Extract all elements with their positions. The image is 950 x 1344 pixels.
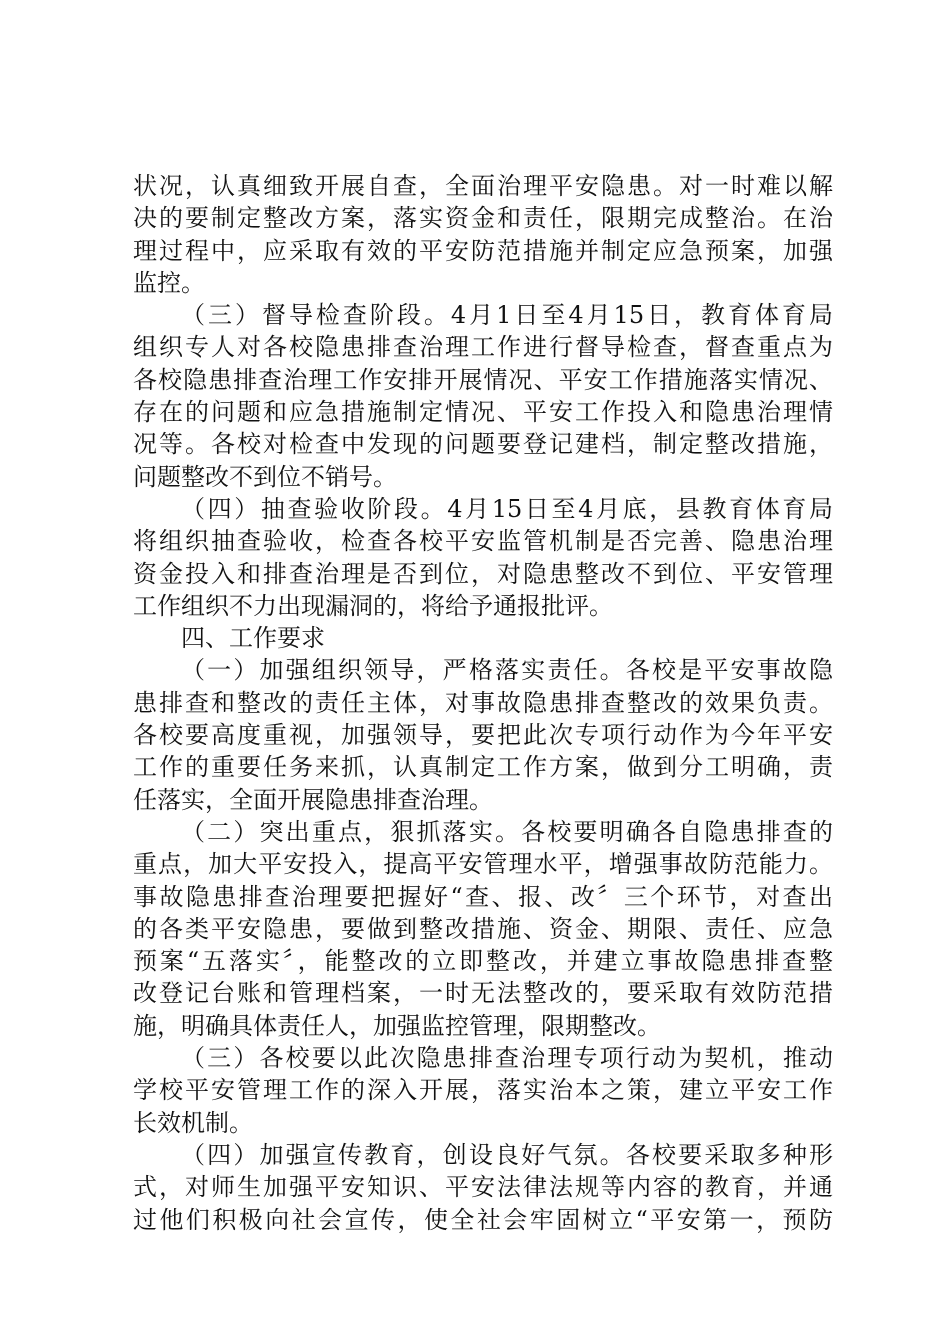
text-line: 工作组织不力出现漏洞的，将给予通报批评。	[133, 591, 613, 620]
text-line: 监控。	[133, 268, 205, 297]
text-line: 理过程中，应采取有效的平安防范措施并制定应急预案，加强	[133, 236, 833, 265]
paragraph-start-line: （二）突出重点，狠抓落实。各校要明确各自隐患排查的	[181, 817, 833, 846]
paragraph-start-line: （四）抽查验收阶段。4月15日至4月底，县教育体育局	[181, 494, 833, 523]
text-line: 状况，认真细致开展自查，全面治理平安隐患。对一时难以解	[133, 172, 833, 200]
text-line: 预案“五落实〞，能整改的立即整改，并建立事故隐患排查整	[133, 947, 833, 976]
text-line: 改登记台账和管理档案，一时无法整改的，要采取有效防范措	[133, 979, 833, 1008]
text-line: 决的要制定整改方案，落实资金和责任，限期完成整治。在治	[133, 204, 833, 233]
paragraph-start-line: （三）督导检查阶段。4月1日至4月15日，教育体育局	[181, 301, 833, 330]
text-line: 患排查和整改的责任主体，对事故隐患排查整改的效果负责。	[133, 688, 833, 717]
text-line: 重点，加大平安投入，提高平安管理水平，增强事故防范能力。	[133, 850, 833, 879]
section-heading: 四、工作要求	[181, 624, 325, 653]
text-line: 长效机制。	[133, 1108, 253, 1137]
paragraph-start-line: （四）加强宣传教育，创设良好气氛。各校要采取多种形	[181, 1140, 833, 1169]
text-line: 况等。各校对检查中发现的问题要登记建档，制定整改措施，	[133, 430, 833, 459]
text-line: 组织专人对各校隐患排查治理工作进行督导检查，督查重点为	[133, 333, 833, 362]
text-line: 事故隐患排查治理要把握好“查、报、改〞三个环节，对查出	[133, 882, 833, 911]
text-line: 式，对师生加强平安知识、平安法律法规等内容的教育，并通	[133, 1173, 833, 1202]
text-line: 学校平安管理工作的深入开展，落实治本之策，建立平安工作	[133, 1076, 833, 1105]
text-line: 问题整改不到位不销号。	[133, 462, 397, 491]
text-line: 施，明确具体责任人，加强监控管理，限期整改。	[133, 1011, 661, 1040]
text-line: 资金投入和排查治理是否到位，对隐患整改不到位、平安管理	[133, 559, 833, 588]
paragraph-start-line: （一）加强组织领导，严格落实责任。各校是平安事故隐	[181, 656, 833, 685]
text-line: 过他们积极向社会宣传，使全社会牢固树立“平安第一，预防	[133, 1205, 833, 1234]
text-line: 各校隐患排查治理工作安排开展情况、平安工作措施落实情况、	[133, 365, 833, 394]
text-line: 的各类平安隐患，要做到整改措施、资金、期限、责任、应急	[133, 914, 833, 943]
text-line: 各校要高度重视，加强领导，要把此次专项行动作为今年平安	[133, 721, 833, 750]
text-line: 工作的重要任务来抓，认真制定工作方案，做到分工明确，责	[133, 753, 833, 782]
text-line: 将组织抽查验收，检查各校平安监管机制是否完善、隐患治理	[133, 527, 833, 556]
text-line: 任落实，全面开展隐患排查治理。	[133, 785, 493, 814]
body-text	[133, 170, 833, 1236]
text-line: 存在的问题和应急措施制定情况、平安工作投入和隐患治理情	[133, 398, 833, 427]
paragraph-start-line: （三）各校要以此次隐患排查治理专项行动为契机，推动	[181, 1044, 833, 1073]
